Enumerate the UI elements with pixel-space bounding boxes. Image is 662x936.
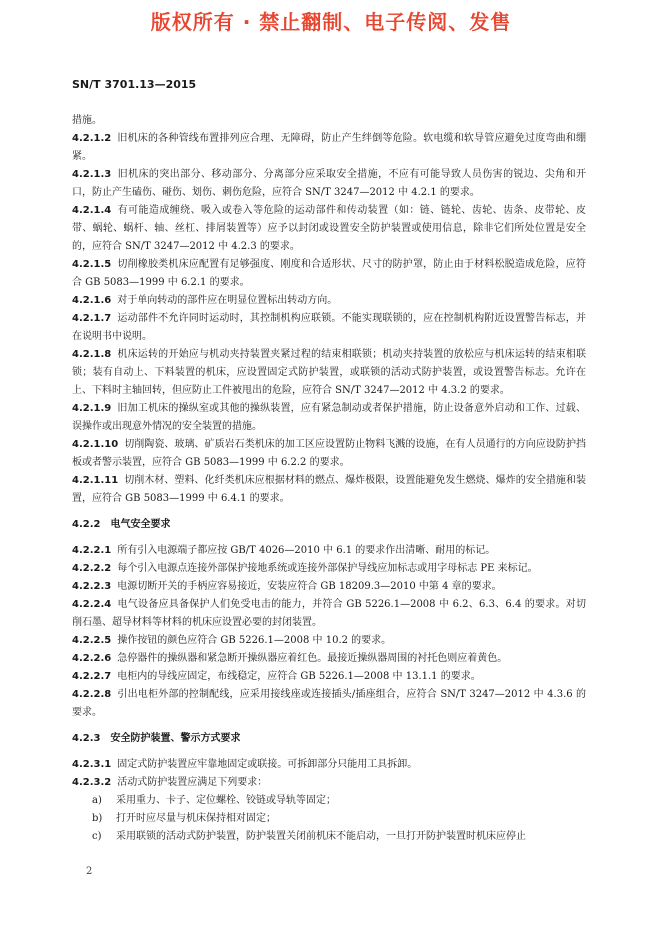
clause-text: 急停器件的操纵器和紧急断开操纵器应着红色。最接近操纵器周围的衬托色则应着黄色。 xyxy=(117,653,508,664)
clause-paragraph xyxy=(72,686,586,722)
clause-text: 旧机床的突出部分、移动部分、分离部分应采取安全措施，不应有可能导致人员伤害的锐边、尖角和开口，防止产生磕伤、碰伤、划伤、刺伤危险，应符合 SN/T 3247—2012 中 4.2.1 的要求。 xyxy=(72,169,586,198)
clause-number: 4.2.1.8 xyxy=(72,349,112,360)
clause-text: 活动式防护装置应满足下列要求： xyxy=(117,777,268,788)
document-id: SN/T 3701.13—2015 xyxy=(72,78,197,91)
clause-paragraph xyxy=(72,436,586,472)
clause-paragraph xyxy=(72,578,586,596)
clause-number: 4.2.2.7 xyxy=(72,671,112,682)
clause-number: 4.2.1.6 xyxy=(72,295,112,306)
clause-text: 对于单向转动的部件应在明显位置标出转动方向。 xyxy=(117,295,338,306)
clause-paragraph xyxy=(72,400,586,436)
clause-text: 电源切断开关的手柄应容易接近，安装应符合 GB 18209.3—2010 中第 4 章的要求。 xyxy=(117,581,502,592)
list-item xyxy=(92,810,586,828)
clause-text: 固定式防护装置应牢靠地固定或联接。可拆卸部分只能用工具拆卸。 xyxy=(117,759,418,770)
clause-number: 4.2.1.9 xyxy=(72,403,112,414)
clause-text: 引出电柜外部的控制配线，应采用接线座或连接插头/插座组合，应符合 SN/T 3247—2012 中 4.3.6 的要求。 xyxy=(72,689,586,718)
clause-number: 4.2.3.2 xyxy=(72,777,112,788)
clause-paragraph xyxy=(72,650,586,668)
list-marker: b) xyxy=(92,813,103,824)
list-marker: c) xyxy=(92,831,102,842)
clause-number: 4.2.1.11 xyxy=(72,475,119,486)
clause-number: 4.2.2.6 xyxy=(72,653,112,664)
clause-number: 4.2.1.4 xyxy=(72,205,112,216)
clause-number: 4.2.1.2 xyxy=(72,133,112,144)
clause-paragraph xyxy=(72,292,586,310)
document-body xyxy=(72,112,586,846)
clause-number: 4.2.2.5 xyxy=(72,635,112,646)
clause-text: 旧加工机床的操纵室或其他的操纵装置，应有紧急制动或者保护措施，防止设备意外启动和工作、过载、误操作或出现意外情况的安全装置的措施。 xyxy=(72,403,586,432)
lead-text: 措施。 xyxy=(72,115,102,126)
clauses-4-2-2 xyxy=(72,542,586,722)
clause-paragraph xyxy=(72,756,586,774)
list-item xyxy=(92,828,586,846)
clauses-4-2-3 xyxy=(72,756,586,792)
clause-paragraph xyxy=(72,560,586,578)
clause-text: 电柜内的导线应固定，布线稳定，应符合 GB 5226.1—2008 中 13.1.1 的要求。 xyxy=(117,671,481,682)
clause-paragraph xyxy=(72,774,586,792)
section-title: 电气安全要求 xyxy=(110,519,171,530)
clause-paragraph xyxy=(72,256,586,292)
page-number: 2 xyxy=(86,866,93,877)
clause-paragraph xyxy=(72,542,586,560)
section-number: 4.2.2 xyxy=(72,519,101,530)
section-heading-4-2-2 xyxy=(72,516,586,534)
clause-text: 运动部件不允许同时运动时，其控制机构应联锁。不能实现联锁的，应在控制机构附近设置警告标志，并在说明书中说明。 xyxy=(72,313,586,342)
clause-text: 所有引入电源端子都应按 GB/T 4026—2010 中 6.1 的要求作出清晰、耐用的标记。 xyxy=(117,545,496,556)
clause-paragraph xyxy=(72,596,586,632)
clause-number: 4.2.2.8 xyxy=(72,689,112,700)
clause-paragraph xyxy=(72,130,586,166)
clause-paragraph xyxy=(72,346,586,400)
clause-text: 电气设备应具备保护人们免受电击的能力，并符合 GB 5226.1—2008 中 6.2、6.3、6.4 的要求。对切削石墨、超导材料等材料的机床应设置必要的封闭装置。 xyxy=(72,599,586,628)
clause-paragraph xyxy=(72,668,586,686)
clause-number: 4.2.2.2 xyxy=(72,563,112,574)
clause-number: 4.2.1.3 xyxy=(72,169,112,180)
clause-text: 切削橡胶类机床应配置有足够强度、刚度和合适形状、尺寸的防护罩，防止由于材料松脱造成危险，应符合 GB 5083—1999 中 6.2.1 的要求。 xyxy=(72,259,586,288)
clause-number: 4.2.1.5 xyxy=(72,259,112,270)
clause-paragraph xyxy=(72,632,586,650)
list-item xyxy=(92,792,586,810)
clause-number: 4.2.3.1 xyxy=(72,759,112,770)
clause-number: 4.2.2.1 xyxy=(72,545,112,556)
clause-paragraph xyxy=(72,202,586,256)
list-marker: a) xyxy=(92,795,102,806)
clause-number: 4.2.1.7 xyxy=(72,313,112,324)
clause-number: 4.2.2.4 xyxy=(72,599,112,610)
clause-number: 4.2.2.3 xyxy=(72,581,112,592)
clause-paragraph xyxy=(72,310,586,346)
clause-text: 切削陶瓷、玻璃、矿质岩石类机床的加工区应设置防止物料飞溅的设施，在有人员通行的方向应设防护挡板或者警示装置，应符合 GB 5083—1999 中 6.2.2 的要求。 xyxy=(72,439,586,468)
clause-text: 机床运转的开始应与机动夹持装置夹紧过程的结束相联锁；机动夹持装置的放松应与机床运转的结束相联锁；装有自动上、下料装置的机床，应设置固定式防护装置，或联锁的活动式防护装置，或设置警告标志。允许在上、下料时主轴回转，但应防止工件被甩出的危险，应符合 SN/T 3247—2012 中 4.3.2 的要求。 xyxy=(72,349,586,396)
clauses-4-2-1 xyxy=(72,130,586,508)
section-number: 4.2.3 xyxy=(72,733,101,744)
clause-text: 旧机床的各种管线布置排列应合理、无障碍，防止产生绊倒等危险。软电缆和软导管应避免过度弯曲和绷紧。 xyxy=(72,133,586,162)
clause-paragraph xyxy=(72,472,586,508)
clause-text: 每个引入电源点连接外部保护接地系统或连接外部保护导线应加标志或用字母标志 PE 来标记。 xyxy=(117,563,538,574)
clause-text: 操作按钮的颜色应符合 GB 5226.1—2008 中 10.2 的要求。 xyxy=(117,635,392,646)
list-text: 采用重力、卡子、定位螺栓、铰链或导轨等固定； xyxy=(116,795,336,806)
list-text: 采用联锁的活动式防护装置，防护装置关闭前机床不能启动，一旦打开防护装置时机床应停止 xyxy=(116,831,526,842)
section-title: 安全防护装置、警示方式要求 xyxy=(110,733,241,744)
watermark-banner: 版权所有 · 禁止翻制、电子传阅、发售 xyxy=(150,10,512,34)
clause-text: 有可能造成缠绕、吸入或卷入等危险的运动部件和传动装置（如：链、链轮、齿轮、齿条、皮带轮、皮带、蜗轮、蜗杆、轴、丝杠、排屑装置等）应予以封闭或设置安全防护装置或使用信息，除非它们所处位置是安全的，应符合 SN/T 3247—2012 中 4.2.3 的要求。 xyxy=(72,205,586,252)
sub-list-4-2-3-2 xyxy=(72,792,586,846)
clause-number: 4.2.1.10 xyxy=(72,439,119,450)
section-heading-4-2-3 xyxy=(72,730,586,748)
clause-paragraph xyxy=(72,166,586,202)
list-text: 打开时应尽量与机床保持相对固定； xyxy=(116,813,276,824)
clause-text: 切削木材、塑料、化纤类机床应根据材料的燃点、爆炸极限，设置能避免发生燃烧、爆炸的安全措施和装置，应符合 GB 5083—1999 中 6.4.1 的要求。 xyxy=(72,475,586,504)
